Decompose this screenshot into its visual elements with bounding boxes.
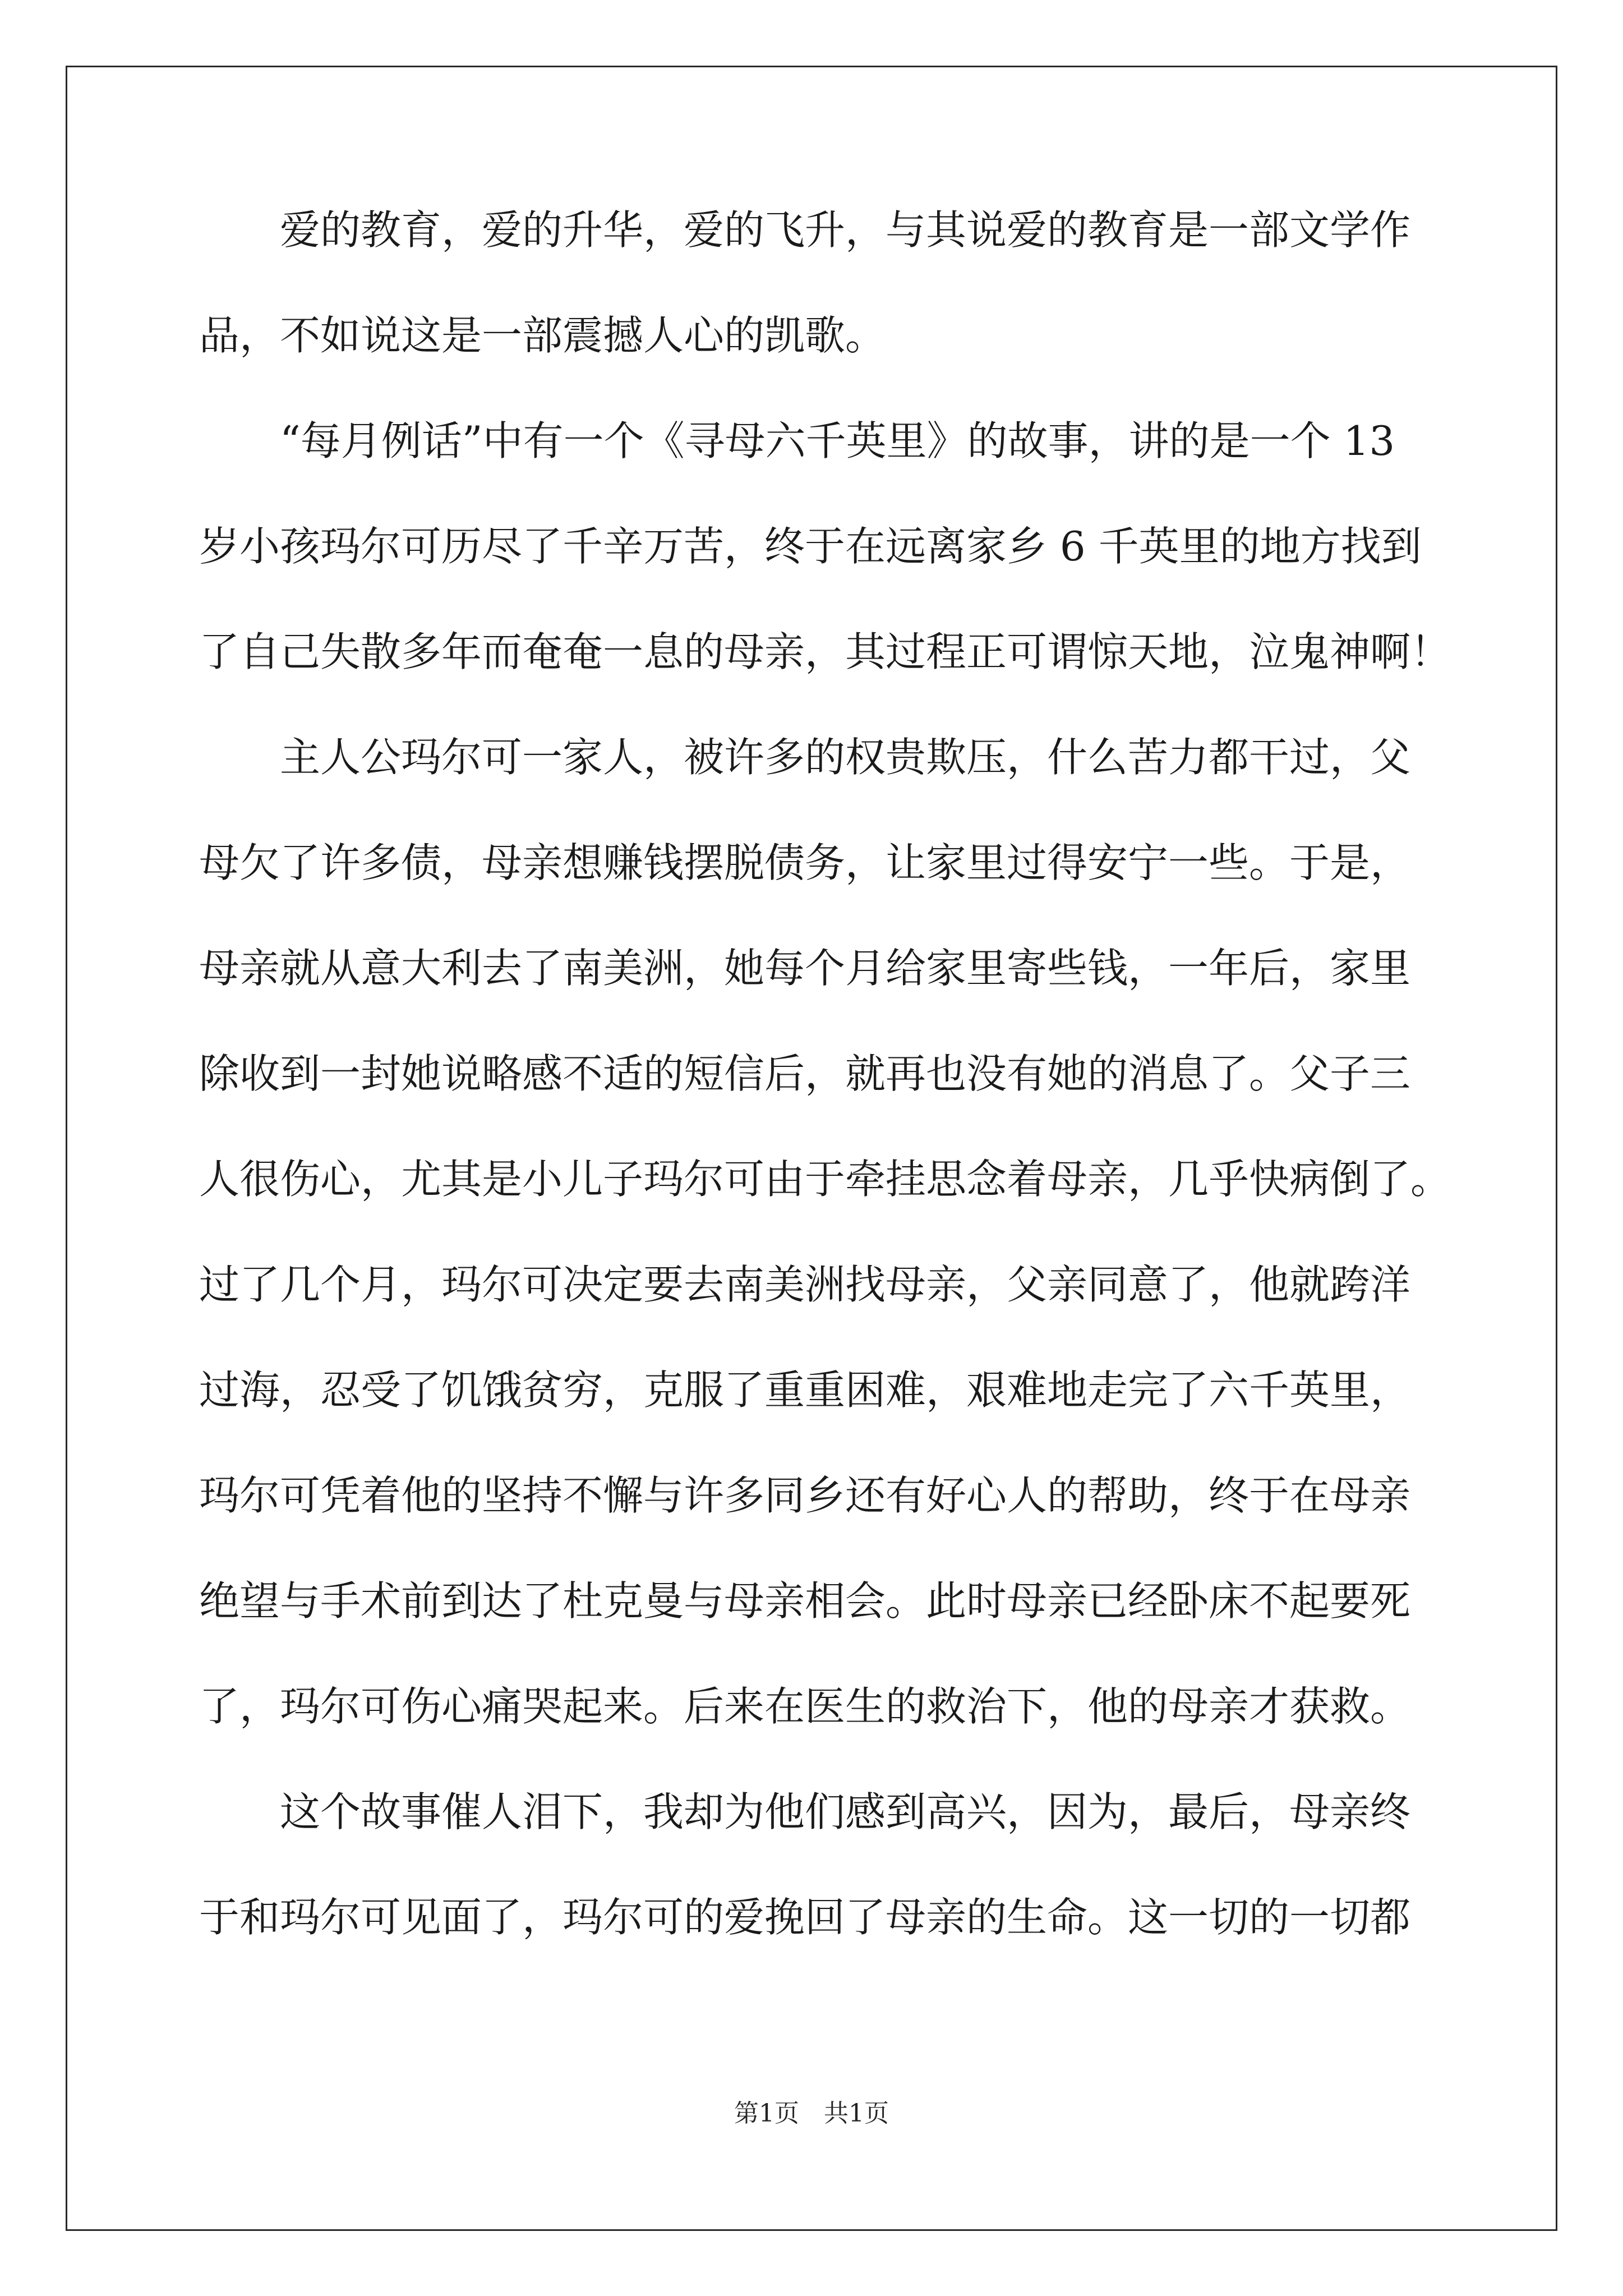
page-footer: 第1页 共1页 <box>734 2099 889 2128</box>
text-line: 人很伤心，尤其是小儿子玛尔可由于牵挂思念着母亲，几乎快病倒了。 <box>199 1156 1451 1203</box>
text-line: 了，玛尔可伤心痛哭起来。后来在医生的救治下，他的母亲才获救。 <box>199 1683 1411 1730</box>
text-line: 母欠了许多债，母亲想赚钱摆脱债务，让家里过得安宁一些。于是， <box>199 839 1411 886</box>
text-line: 爱的教育，爱的升华，爱的飞升，与其说爱的教育是一部文学作 <box>199 206 1411 254</box>
text-line: 绝望与手术前到达了杜克曼与母亲相会。此时母亲已经卧床不起要死 <box>199 1577 1411 1625</box>
text-line: “每月例话”中有一个《寻母六千英里》的故事，讲的是一个 13 <box>199 417 1395 464</box>
text-line: 除收到一封她说略感不适的短信后，就再也没有她的消息了。父子三 <box>199 1050 1411 1097</box>
text-line: 这个故事催人泪下，我却为他们感到高兴，因为，最后，母亲终 <box>199 1788 1411 1835</box>
text-line: 母亲就从意大利去了南美洲，她每个月给家里寄些钱，一年后，家里 <box>199 945 1411 992</box>
text-line: 岁小孩玛尔可历尽了千辛万苦，终于在远离家乡 6 千英里的地方找到 <box>199 523 1422 570</box>
text-line: 过了几个月，玛尔可决定要去南美洲找母亲，父亲同意了，他就跨洋 <box>199 1261 1411 1308</box>
text-line: 于和玛尔可见面了，玛尔可的爱挽回了母亲的生命。这一切的一切都 <box>199 1894 1411 1941</box>
text-line: 品，不如说这是一部震撼人心的凯歌。 <box>199 312 886 359</box>
text-line: 玛尔可凭着他的坚持不懈与许多同乡还有好心人的帮助，终于在母亲 <box>199 1472 1411 1519</box>
text-line: 过海，忍受了饥饿贫穷，克服了重重困难，艰难地走完了六千英里， <box>199 1366 1411 1414</box>
text-line: 主人公玛尔可一家人，被许多的权贵欺压，什么苦力都干过，父 <box>199 734 1411 781</box>
text-line: 了自己失散多年而奄奄一息的母亲，其过程正可谓惊天地，泣鬼神啊！ <box>199 628 1451 675</box>
